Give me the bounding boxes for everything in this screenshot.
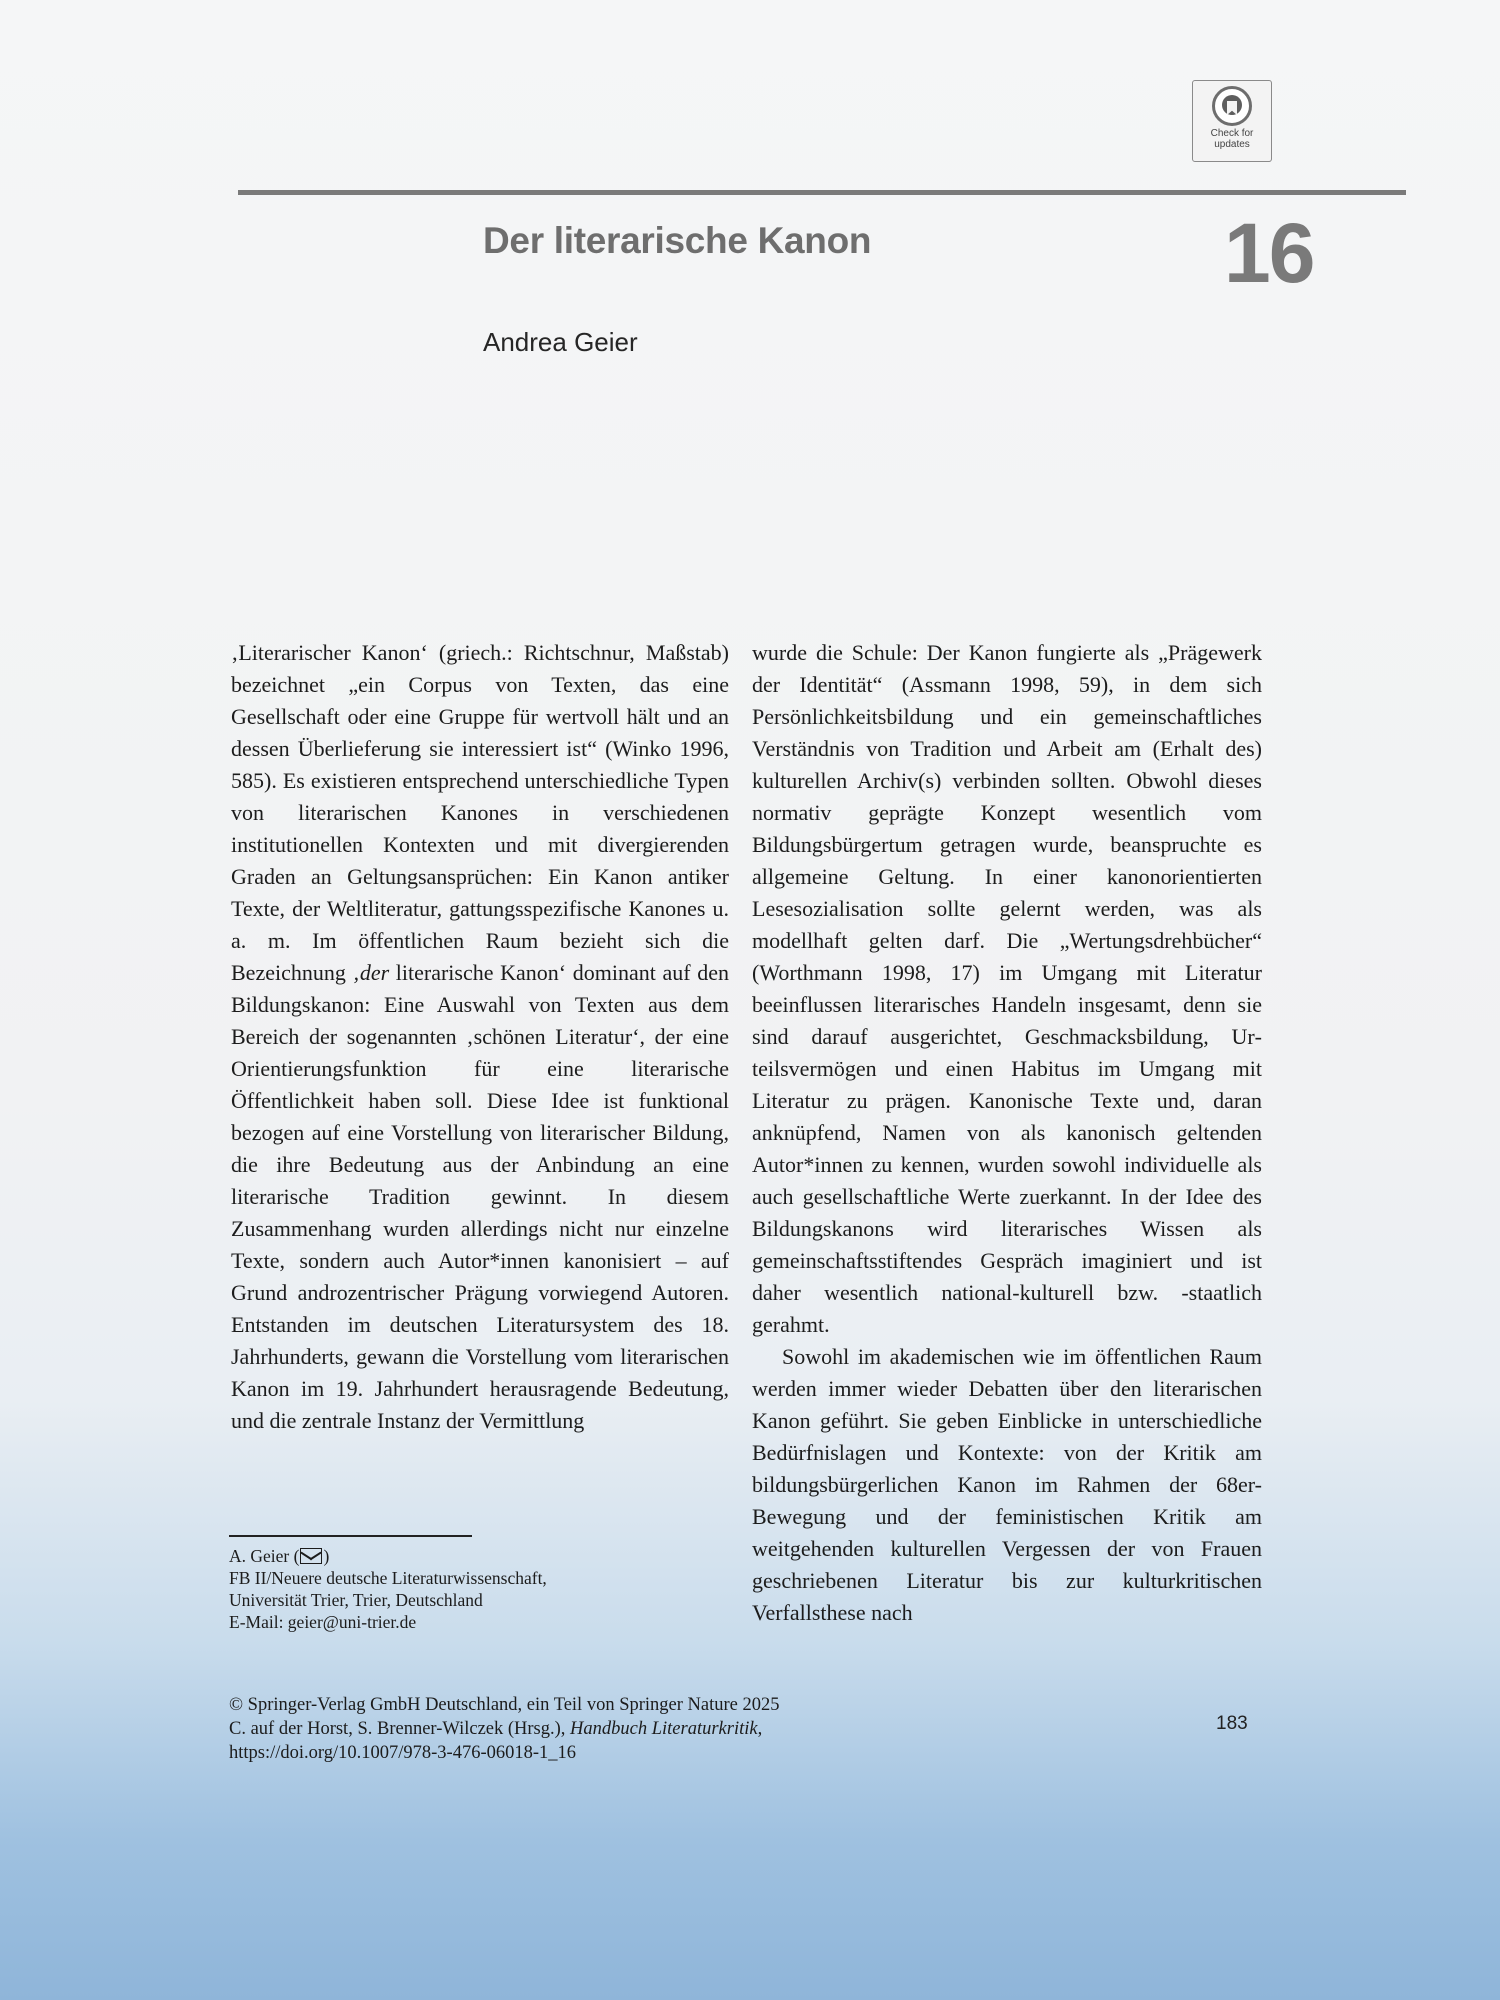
page-number: 183	[1216, 1713, 1248, 1734]
citation-book-title-suffix: ,	[757, 1719, 763, 1739]
chapter-author: Andrea Geier	[483, 327, 638, 357]
check-updates-label-2: updates	[1214, 139, 1250, 150]
left-paragraph-emphasis: ‚der	[352, 960, 390, 985]
check-for-updates-button[interactable]	[1192, 80, 1272, 162]
doi-link[interactable]: https://doi.org/10.1007/978-3-476-06018-1_16	[229, 1743, 577, 1763]
affiliation-department: FB II/Neuere deutsche Literaturwissenschaft,	[229, 1568, 547, 1588]
right-paragraph-1: wurde die Schule: Der Kanon fungierte als „Prägewerk der Identität“ (Assmann 1998, 59), in dem sich Persönlichkeitsbildung und ein gemeinschaftliches Verständnis von Tradition und Arbeit am (Erhalt des) kulturellen Archiv(s) verbinden sollten. Obwohl dieses normativ geprägte Konzept wesentlich vom Bildungsbürgertum getragen wurde, beanspruchte es allgemeine Geltung. In einer kanonorientierten Lesesozialisation sollte gelernt werden, was als modellhaft gelten darf. Die „Wertungsdrehbücher“ (Worthmann 1998, 17) im Umgang mit Literatur beeinflussen literarisches Handeln insgesamt, denn sie sind darauf ausgerichtet, Geschmacksbildung, Urteilsvermögen und einen Habitus im Umgang mit Literatur zu prägen. Kanonische Texte und, daran anknüpfend, Namen von als kanonisch geltenden Autor*innen zu kennen, wurden sowohl individuelle als auch gesellschaftliche Werte zuerkannt. In der Idee des Bildungskanons wird literarisches Wissen als gemeinschaftsstiftendes Gespräch imaginiert und ist daher wesentlich national-kulturell bzw. -staatlich gerahmt.	[752, 640, 1262, 1337]
envelope-icon	[300, 1548, 322, 1564]
affiliation-email[interactable]: E-Mail: geier@uni-trier.de	[229, 1612, 417, 1632]
citation-line	[229, 1717, 779, 1741]
right-paragraph-2: Sowohl im akademischen wie im öffentlichen Raum werden immer wieder Debatten über den literarischen Kanon geführt. Sie geben Einblicke in unterschiedliche Bedürfnislagen und Kontexte: von der Kritik am bildungsbürgerlichen Kanon im Rahmen der 68er-Bewegung und der feministischen Kritik am weitgehenden kulturellen Vergessen der von Frauen geschriebenen Literatur bis zur kulturkritischen Verfallsthese nach	[752, 1344, 1262, 1625]
check-updates-label-1: Check for	[1210, 128, 1254, 139]
affiliation-name: A. Geier (	[229, 1546, 300, 1566]
right-text-column	[752, 637, 1262, 1629]
header-rule	[238, 190, 1406, 195]
author-affiliation	[229, 1545, 547, 1633]
footnote-rule	[229, 1535, 472, 1537]
affiliation-name-close: )	[323, 1546, 330, 1566]
left-paragraph	[231, 637, 729, 1437]
citation-editors: C. auf der Horst, S. Brenner-Wilczek (Hrsg.),	[229, 1719, 571, 1739]
crossmark-icon	[1212, 86, 1252, 126]
left-paragraph-end: literarische Kanon‘ dominant auf den Bildungskanon: Eine Auswahl von Texten aus dem Bereich der sogenannten ‚schönen Literatur‘, der eine Orientierungsfunktion für eine literarische Öffentlichkeit haben soll. Diese Idee ist funktional bezogen auf eine Vorstellung von literarischer Bildung, die ihre Bedeutung aus der Anbindung an eine literarische Tradition gewinnt. In diesem Zusammenhang wurden allerdings nicht nur einzelne Texte, sondern auch Autor*innen kanonisiert – auf Grund androzentrischer Prägung vorwiegend Autoren. Entstanden im deutschen Literatursystem des 18. Jahrhunderts, gewann die Vorstellung vom literarischen Kanon im 19. Jahrhundert herausragende Bedeutung, und die zentrale Instanz der Vermittlung	[231, 960, 729, 1433]
chapter-title: Der literarische Kanon	[483, 220, 872, 261]
copyright-line: © Springer-Verlag GmbH Deutschland, ein Teil von Springer Nature 2025	[229, 1695, 780, 1715]
left-paragraph-start: ‚Literarischer Kanon‘ (griech.: Richtschnur, Maßstab) bezeichnet „ein Corpus von Texten, das eine Gesellschaft oder eine Gruppe für wertvoll hält und an dessen Überlieferung sie interessiert ist“ (Winko 1996, 585). Es existieren entsprechend unterschiedliche Typen von literarischen Kanones in verschiedenen institutionellen Kontexten und mit divergierenden Graden an Geltungsansprüchen: Ein Kanon antiker Texte, der Weltliteratur, gattungsspezifische Kanones u. a. m. Im öffentlichen Raum bezieht sich die Bezeichnung	[231, 640, 729, 985]
affiliation-university: Universität Trier, Trier, Deutschland	[229, 1590, 483, 1610]
left-text-column	[231, 637, 729, 1437]
chapter-number: 16	[1224, 206, 1314, 300]
affiliation-name-line	[229, 1545, 547, 1567]
citation-book-title: Handbuch Literaturkritik	[570, 1719, 758, 1739]
publication-info	[229, 1693, 779, 1765]
